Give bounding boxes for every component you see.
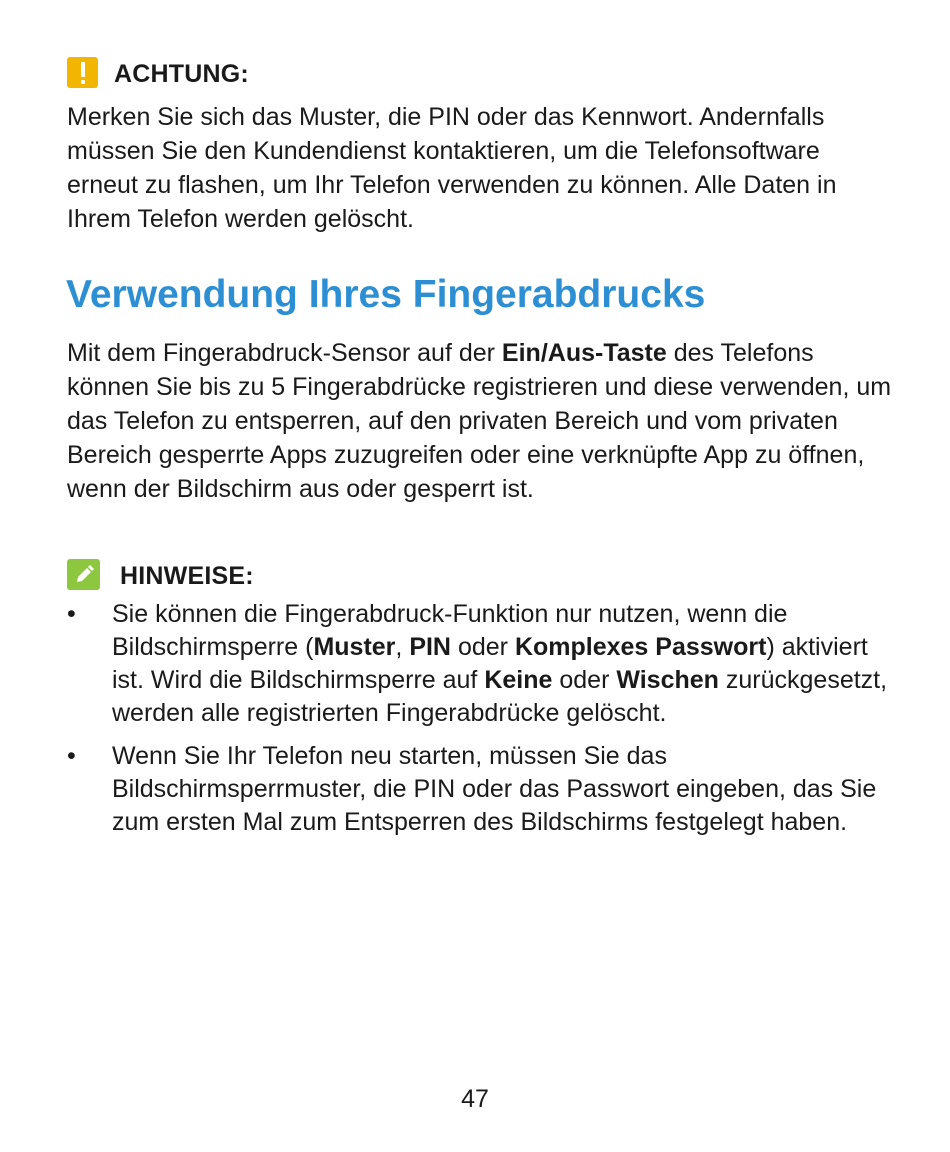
note1-bold-muster: Muster bbox=[313, 633, 396, 661]
note1-text-f: zurückgesetzt, werden alle registrierten Fingerabdrücke gelöscht. bbox=[112, 666, 888, 727]
notes-callout bbox=[67, 550, 254, 590]
note1-bold-wischen: Wischen bbox=[616, 666, 719, 694]
pencil-note-icon bbox=[67, 559, 100, 590]
warning-label: ACHTUNG: bbox=[114, 60, 249, 88]
note1-text-d: ) aktiviert ist. Wird die Bildschirmsperre auf bbox=[112, 633, 868, 694]
note1-bold-keine: Keine bbox=[484, 666, 553, 694]
bullet-icon: • bbox=[67, 742, 76, 770]
page-number: 47 bbox=[461, 1085, 489, 1113]
section-heading: Verwendung Ihres Fingerabdrucks bbox=[66, 273, 706, 316]
warning-exclamation-icon bbox=[67, 57, 98, 88]
note1-text-b: , bbox=[395, 633, 410, 661]
list-item bbox=[67, 740, 897, 839]
note1-bold-pin: PIN bbox=[409, 633, 451, 661]
pencil-glyph bbox=[73, 564, 95, 586]
note2-text: Wenn Sie Ihr Telefon neu starten, müssen Sie das Bildschirmsperrmuster, die PIN oder das Passwort eingeben, das Sie zum ersten Mal zum Entsperren des Bildschirms festgelegt haben. bbox=[112, 742, 877, 836]
section-intro bbox=[67, 336, 897, 506]
note1-bold-password: Komplexes Passwort bbox=[514, 633, 767, 661]
list-item bbox=[67, 598, 897, 730]
note1-text-a: Sie können die Fingerabdruck-Funktion nur nutzen, wenn die Bildschirmsperre ( bbox=[112, 600, 788, 661]
notes-label: HINWEISE: bbox=[120, 562, 254, 590]
note1-text-c: oder bbox=[451, 633, 515, 661]
intro-text-end: des Telefons können Sie bis zu 5 Fingerabdrücke registrieren und diese verwenden, um das Telefon zu entsperren, auf den privaten Bereich und vom privaten Bereich gesperrte Apps zuzugreifen oder eine verknüpfte App zu öffnen, wenn der Bildschirm aus oder gesperrt ist. bbox=[67, 339, 892, 503]
note1-text-e: oder bbox=[552, 666, 617, 694]
intro-text-start: Mit dem Fingerabdruck-Sensor auf der bbox=[67, 339, 502, 367]
warning-callout bbox=[67, 52, 249, 88]
notes-list bbox=[67, 598, 897, 849]
intro-bold-power-key: Ein/Aus-Taste bbox=[501, 339, 667, 367]
warning-text: Merken Sie sich das Muster, die PIN oder das Kennwort. Andernfalls müssen Sie den Kundendienst kontaktieren, um die Telefonsoftware erneut zu flashen, um Ihr Telefon verwenden zu können. Alle Daten in Ihrem Telefon werden gelöscht. bbox=[67, 103, 837, 233]
bullet-icon: • bbox=[67, 600, 76, 628]
